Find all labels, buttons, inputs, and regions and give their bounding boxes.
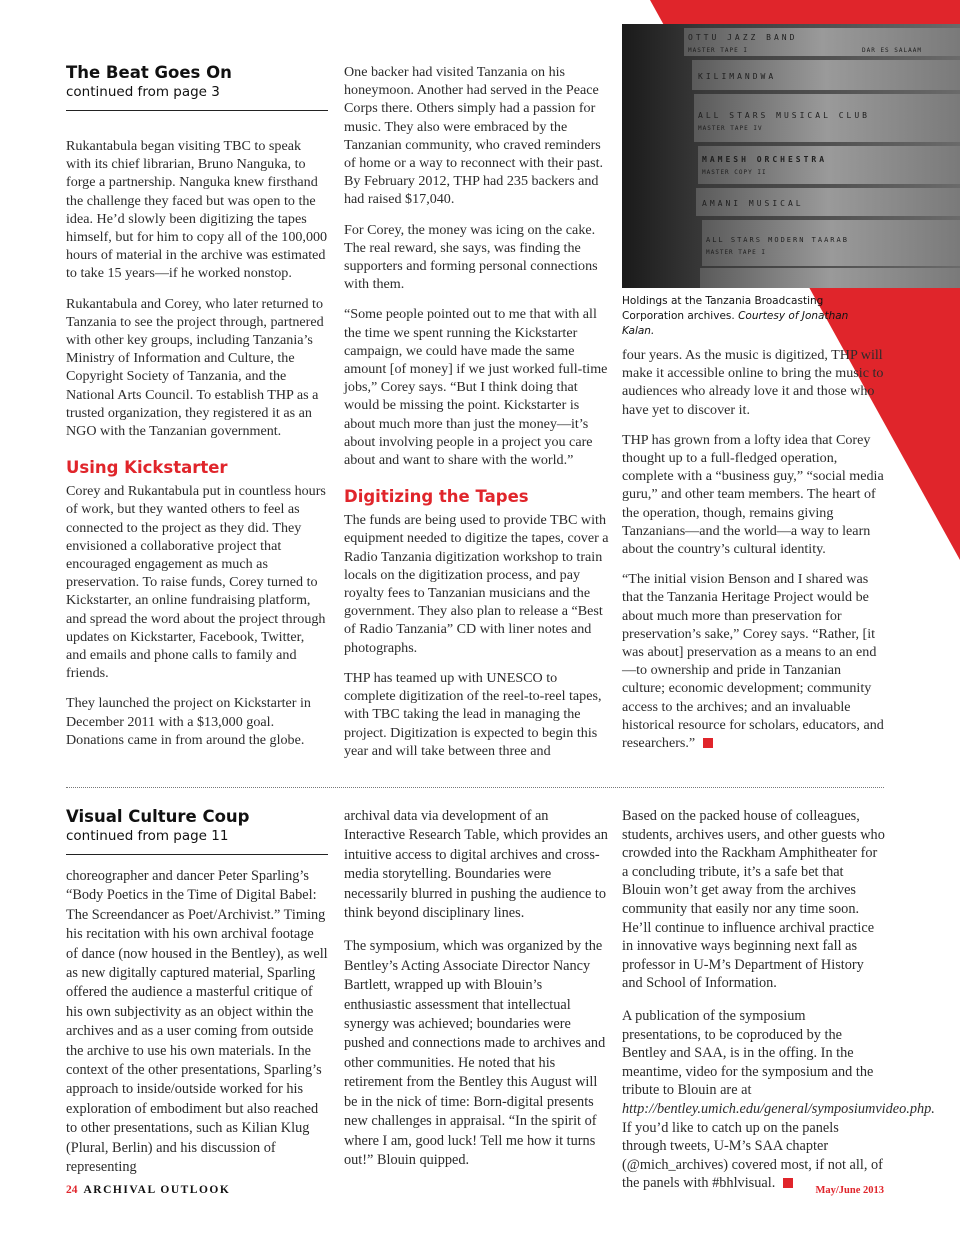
paragraph-text: A publication of the symposium presentations, to be coproduced by the Bentley and SAA, is in the offing. In the meantime, video for the symposium and the tribute to Blouin are at xyxy=(622,1007,874,1099)
tape-label: MASTER TAPE I xyxy=(706,249,766,256)
tape-label: ALL STARS MUSICAL CLUB xyxy=(698,111,870,120)
paragraph: For Corey, the money was icing on the cake. The real reward, she says, was finding the supporters and forming personal connections with them. xyxy=(344,221,598,293)
article2-title: Visual Culture Coup xyxy=(66,807,250,826)
paragraph: archival data via development of an Interactive Research Table, which provides an intuitive access to digital archives and cross-media storytelling. Boundaries were necessarily blurred in pushing the audience to think beyond disciplinary lines. xyxy=(344,808,608,922)
divider xyxy=(66,854,328,855)
article1-column-1 xyxy=(66,63,328,761)
photo-caption xyxy=(622,294,882,339)
article2-column-2 xyxy=(344,807,610,1182)
paragraph: “Some people pointed out to me that with all the time we spent running the Kickstarter campaign, we could have made the same amount [of money] if we just worked full-time jobs,” Corey says. “But I think doing that would be missing the point. Kickstarter is about much more than just the money—it’s about involving people in a project you care about and want to share with the world.” xyxy=(344,306,608,469)
tape-label: MASTER TAPE I xyxy=(688,47,748,54)
article-separator xyxy=(66,787,884,788)
article1-column-3 xyxy=(622,346,886,764)
tape-label: KILIMANDWA xyxy=(698,72,777,81)
paragraph: THP has grown from a lofty idea that Corey thought up to a full-fledged operation, complete with a “business guy,” “social media guru,” and other team members. The heart of the operation, though, remains giving Tanzanians—and the world—a way to learn about the country’s cultural identity. xyxy=(622,431,884,558)
paragraph: Rukantabula and Corey, who later returned to Tanzania to see the project through, partnered with other key groups, including Tanzania’s Ministry of Information and Culture, the Copyright Society of Tanzania, and the National Arts Council. To establish THP as a trusted organization, they registered it as an NGO with the Tanzanian government. xyxy=(66,295,324,440)
publication-name: ARCHIVAL OUTLOOK xyxy=(83,1184,231,1196)
paragraph: The funds are being used to provide TBC with equipment needed to digitize the tapes, cover a Radio Tanzania digitization workshop to train locals on the digitization process, and pay royalty fees to Tanzanian musicians and the government. They also plan to release a “Best of Radio Tanzania” CD with liner notes and photographs. xyxy=(344,512,609,656)
caption-credit: Courtesy of Jonathan Kalan. xyxy=(622,310,849,337)
article2-column-3 xyxy=(622,807,935,1205)
paragraph: Corey and Rukantabula put in countless hours of work, but they wanted others to feel as connected to the project as they did. They envisioned a collaborative project that encouraged engagement as much as preservation. To raise funds, Corey turned to Kickstarter, an online fundraising platform, and spread the word about the project through updates on Kickstarter, Facebook, Twitter, and emails and phone calls to family and friends. xyxy=(66,483,326,682)
paragraph: four years. As the music is digitized, THP will make it accessible online to bring the music to audiences who already love it and those who have yet to discover it. xyxy=(622,347,884,418)
article1-continued: continued from page 3 xyxy=(66,84,220,100)
caption-text: Holdings at the Tanzania Broadcasting Corporation archives. xyxy=(622,295,824,322)
paragraph xyxy=(622,570,886,752)
video-url-link[interactable]: http://bentley.umich.edu/general/symposiumvideo.php. xyxy=(622,1100,935,1117)
paragraph: Based on the packed house of colleagues, students, archives users, and other guests who crowded into the Rackham Amphitheater for a concluding tribute, it’s a safe bet that Blouin won’t get away from the archives community that easily nor any time soon. He’ll continue to influence archival practice in innovative ways beginning next fall as professor in U-M’s Department of History and School of Information. xyxy=(622,808,885,992)
paragraph-text: “The initial vision Benson and I shared was that the Tanzania Heritage Project would be about much more than preservation for preservation’s sake,” Corey says. “Rather, [it was about] preservation as a means to an end—to ownership and pride in Tanzanian culture; economic development; community access to the archives; and an invaluable historical resource for scholars, educators, and researchers.” xyxy=(622,571,884,752)
tape-archive-photo xyxy=(622,24,960,288)
article2-column-1 xyxy=(66,807,328,1190)
paragraph: They launched the project on Kickstarter in December 2011 with a $13,000 goal. Donations came in from around the globe. xyxy=(66,695,311,748)
paragraph: choreographer and dancer Peter Sparling’s “Body Poetics in the Time of Digital Babel: The Screendancer as Poet/Archivist.” Timing his recitation with his own archival footage of dance (now housed in the Bentley), as well as new digitally captured material, Sparling offered the audience a masterful critique of his own subjectivity as an object within the archives and as a user coming from outside the archive to use his own materials. In the context of the other presentations, Sparling’s approach to inside/outside worked for his exploration of embodiment but also reached to other presentations, such as Kilian Klug (Plural, Berlin) and his discussion of representing xyxy=(66,868,328,1176)
end-mark-icon xyxy=(703,738,713,748)
tape-label: ALL STARS MODERN TAARAB xyxy=(706,236,849,244)
end-mark-icon xyxy=(783,1178,793,1188)
tape-label: MASTER TAPE IV xyxy=(698,125,763,132)
paragraph: THP has teamed up with UNESCO to complete digitization of the reel-to-reel tapes, with TBC taking the lead in managing the project. Digitization is expected to begin this year and will take between three and xyxy=(344,669,602,759)
paragraph: The symposium, which was organized by the Bentley’s Acting Associate Director Nancy Bartlett, wrapped up with Blouin’s enthusiastic assessment that intellectual synergy was achieved; boundaries were pushed and connections made to archives and other communities. He noted that his retirement from the Bentley this August will be in the nick of time: Born-digital presents new challenges in appraisal. “In the spirit of where I am, good luck! Tell me how it turns out!” Blouin quipped. xyxy=(344,938,606,1168)
divider xyxy=(66,110,328,111)
paragraph-text: If you’d like to catch up on the panels through tweets, U-M’s SAA chapter (@mich_archives) covered most, if not all, of the panels with #bhlvisual. xyxy=(622,1119,883,1192)
footer-publication xyxy=(66,1184,230,1196)
heading-using-kickstarter: Using Kickstarter xyxy=(66,458,228,478)
article1-column-2 xyxy=(344,63,610,772)
tape-label: AMANI MUSICAL xyxy=(702,199,804,208)
tape-label: OTTU JAZZ BAND xyxy=(688,33,798,42)
tape-label: MAMESH ORCHESTRA xyxy=(702,155,828,164)
page-number: 24 xyxy=(66,1184,78,1196)
article1-title: The Beat Goes On xyxy=(66,63,232,82)
paragraph: Rukantabula began visiting TBC to speak with its chief librarian, Bruno Nanguka, to forge a partnership. Nanguka knew firsthand the challenge they faced but was open to the idea. He’d slowly been digitizing the tapes himself, but for him to copy all of the 100,000 hours of material in the archive was estimated to take 15 years—if he worked nonstop. xyxy=(66,138,328,282)
tape-label: MASTER COPY II xyxy=(702,169,767,176)
tape-label: DAR ES SALAAM xyxy=(862,47,922,54)
article2-continued: continued from page 11 xyxy=(66,828,229,844)
issue-date: May/June 2013 xyxy=(815,1185,884,1196)
heading-digitizing-the-tapes: Digitizing the Tapes xyxy=(344,487,529,507)
paragraph: One backer had visited Tanzania on his honeymoon. Another had served in the Peace Corps there. Others simply had a passion for music. They also were embraced by the Tanzanian community, who craved reminders of home or a way to reconnect with their past. By February 2012, THP had 235 backers and had raised $17,040. xyxy=(344,64,604,208)
paragraph xyxy=(622,1007,935,1193)
